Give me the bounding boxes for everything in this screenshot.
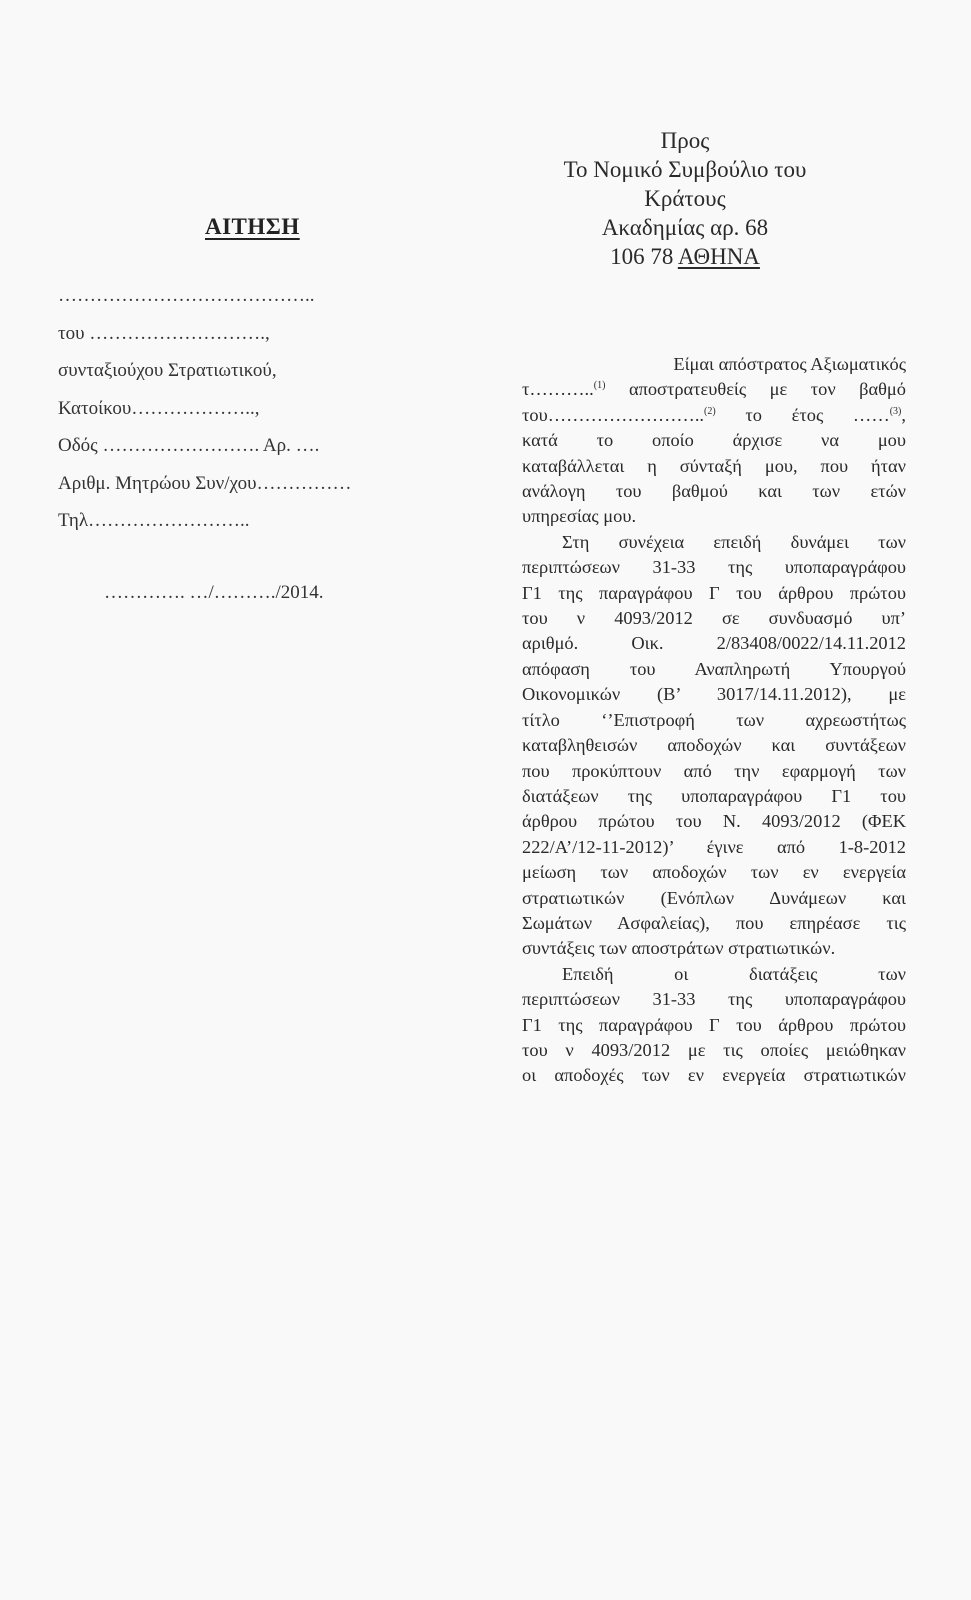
body-line: τίτλο ‘’Επιστροφή των αχρεωστήτως — [522, 709, 906, 730]
body-line: ανάλογη του βαθμού και των ετών — [522, 481, 906, 502]
addressee-line: Προς — [660, 128, 710, 153]
applicant-father-field: του ………………………., — [58, 322, 270, 344]
body-line: Είμαι απόστρατος Αξιωματικός — [673, 354, 906, 374]
footnote-marker: (1) — [593, 380, 606, 392]
addressee-postcode: 106 78 — [610, 244, 674, 269]
body-line: του ν 4093/2012 με τις οποίες μειώθηκαν — [522, 1039, 906, 1060]
body-text-fragment: τ……….. — [522, 379, 594, 400]
application-body — [522, 352, 906, 1089]
footnote-marker: (2) — [704, 405, 716, 417]
body-line: Οικονομικών (Β’ 3017/14.11.2012), με — [522, 684, 906, 705]
applicant-name-field: ………………………………….. — [58, 285, 315, 306]
body-line: αριθμό. Οικ. 2/83408/0022/14.11.2012 — [522, 633, 906, 654]
body-line: μείωση των αποδοχών των εν ενεργεία — [522, 862, 906, 883]
body-line: που προκύπτουν από την εφαρμογή των — [522, 760, 906, 781]
body-line: 222/Α’/12-11-2012)’ έγινε από 1-8-2012 — [522, 836, 906, 857]
addressee-city: ΑΘΗΝΑ — [677, 244, 760, 269]
body-line: Στη συνέχεια επειδή δυνάμει των — [562, 531, 906, 552]
body-text-fragment: αποστρατευθείς με τον βαθμό — [605, 379, 906, 400]
applicant-fields — [58, 277, 458, 540]
addressee-city-line — [520, 242, 850, 271]
footnote-marker: (3) — [889, 405, 902, 417]
body-line: περιπτώσεων 31-33 της υποπαραγράφου — [522, 989, 906, 1010]
body-line: καταβάλλεται η σύνταξή μου, που ήταν — [522, 455, 906, 476]
applicant-phone-field: Τηλ…………………….. — [58, 510, 250, 531]
body-line: Γ1 της παραγράφου Γ του άρθρου πρώτου — [522, 1014, 906, 1035]
applicant-status-field: συνταξιούχου Στρατιωτικού, — [58, 360, 277, 381]
body-text-fragment: του…………………….. — [522, 404, 705, 425]
body-line: Σωμάτων Ασφαλείας), που επηρέασε τις — [522, 912, 906, 933]
body-line: οι αποδοχές των εν ενεργεία στρατιωτικών — [522, 1065, 906, 1086]
addressee-line: Κράτους — [644, 186, 726, 211]
body-line — [522, 377, 906, 402]
body-line: απόφαση του Αναπληρωτή Υπουργού — [522, 658, 906, 679]
body-line: Γ1 της παραγράφου Γ του άρθρου πρώτου — [522, 582, 906, 603]
body-text-fragment: το έτος …… — [715, 404, 890, 425]
body-line: υπηρεσίας μου. — [522, 506, 637, 527]
body-line: διατάξεων της υποπαραγράφου Γ1 του — [522, 785, 906, 806]
body-text-fragment: , — [901, 404, 906, 425]
body-line: στρατιωτικών (Ενόπλων Δυνάμεων και — [522, 887, 906, 908]
application-date: …………. …/………./2014. — [104, 582, 324, 603]
body-line: περιπτώσεων 31-33 της υποπαραγράφου — [522, 557, 906, 578]
document-title: ΑΙΤΗΣΗ — [205, 214, 300, 239]
body-line: του ν 4093/2012 σε συνδυασμό υπ’ — [522, 608, 906, 629]
addressee-line: Το Νομικό Συμβούλιο του — [563, 157, 807, 182]
body-line: κατά το οποίο άρχισε να μου — [522, 430, 906, 451]
body-line: άρθρου πρώτου του Ν. 4093/2012 (ΦΕΚ — [522, 811, 906, 832]
addressee-line: Ακαδημίας αρ. 68 — [601, 215, 769, 240]
applicant-pension-register-field: Αριθμ. Μητρώου Συν/χου…………… — [58, 472, 352, 494]
body-line: καταβληθεισών αποδοχών και συντάξεων — [522, 735, 906, 756]
addressee-block — [520, 126, 850, 271]
applicant-residence-field: Κατοίκου……………….., — [58, 397, 260, 419]
body-line — [522, 403, 906, 428]
applicant-street-field: Οδός ……………………. Αρ. …. — [58, 435, 320, 456]
body-line: Επειδή οι διατάξεις των — [562, 963, 906, 984]
body-line: συντάξεις των αποστράτων στρατιωτικών. — [522, 938, 836, 959]
